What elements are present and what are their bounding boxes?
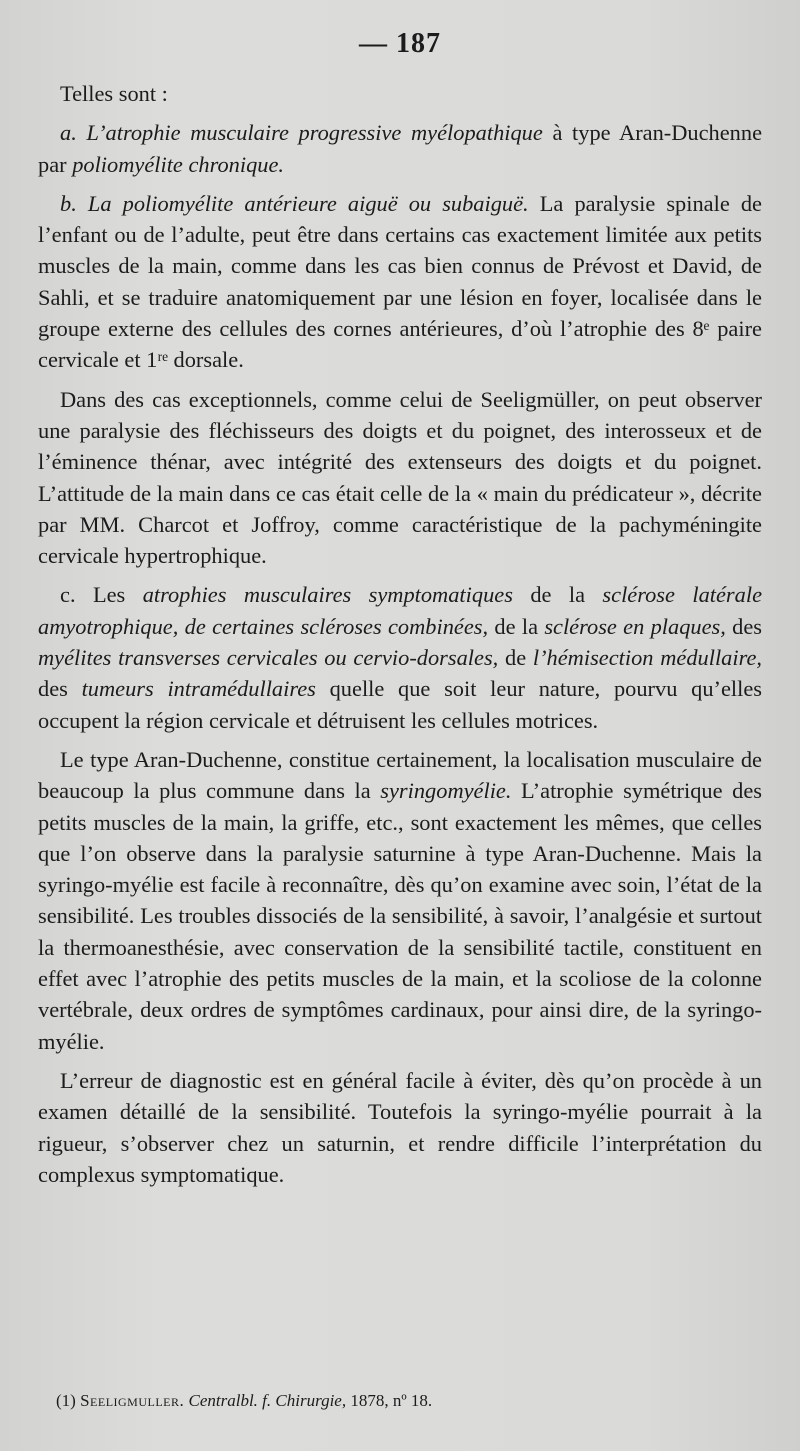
item-c-marker: c. [60, 582, 76, 608]
paragraph-type-aran-duchenne [38, 744, 762, 1057]
item-c-t7: quelle que soit leur nature, pourvu qu’elles occupent la région cervicale et détruisent les cellules motrices. [38, 676, 762, 733]
paragraph-erreur [38, 1065, 762, 1190]
footnote-author: Seeligmuller. [80, 1391, 185, 1410]
footnote-number: (1) [56, 1391, 81, 1410]
item-b-text: La paralysie spinale de l’enfant ou de l’adulte, peut être dans certains cas exactement limitée aux petits muscles de la main, comme dans les cas bien connus de Prévost et David, de Sahli, et se traduire anatomiquement par une lésion en foyer, localisée dans le groupe externe des cellules des cornes antérieures, d’où l’atrophie des 8ᵉ paire cervicale et 1ʳᵉ dorsale. [38, 190, 762, 373]
footnote [56, 1390, 766, 1412]
type-text-2: L’atrophie symétrique des petits muscles de la main, la griffe, etc., sont exactement les mêmes, que celles que l’on observe dans la paralysie saturnine à type Aran-Duchenne. Mais la syringo-myélie est facile à reconnaître, dès qu’on examine avec soin, l’état de la sensibilité. Les troubles dissociés de la sensibilité, à savoir, l’analgésie et surtout la thermoanesthésie, avec conservation de la sensibilité tactile, constituent en effet avec l’atrophie des petits muscles de la main, et la scoliose de la colonne vertébrale, deux ordres de symptômes cardinaux, pour ainsi dire, de la syringo-myélie. [38, 778, 762, 1054]
paragraph-lead [38, 78, 762, 109]
item-a-text: à type Aran-Duchenne par [38, 120, 763, 177]
item-c-i3: sclérose en plaques, [544, 613, 726, 639]
type-italic: syringomyélie. [380, 778, 512, 804]
item-b-marker: b. [60, 190, 77, 216]
type-text-1: Le type Aran-Duchenne, constitue certainement, la localisation musculaire de beaucoup la plus commune dans la [38, 746, 762, 804]
item-a-marker: a. [60, 120, 77, 146]
lead-text: Telles sont : [60, 81, 168, 106]
item-c-t4: des [725, 613, 762, 639]
item-a-title: L’atrophie musculaire progressive myélopathique [86, 120, 543, 146]
item-c-t5: de [498, 645, 533, 671]
page-body [38, 78, 762, 1198]
paragraph-exceptions [38, 384, 762, 572]
item-c-t2: de la [512, 582, 603, 608]
paragraph-item-a [38, 117, 762, 180]
item-c-t3: de la [488, 613, 545, 639]
item-c-i6: tumeurs intramédullaires [81, 676, 316, 702]
footnote-rest: 1878, nº 18. [346, 1391, 433, 1410]
exceptions-text: Dans des cas exceptionnels, comme celui de Seeligmüller, on peut observer une paralysie des fléchisseurs des doigts et du poignet, des interosseux et de l’éminence thénar, avec intégrité des extenseurs des doigts et du poignet. L’attitude de la main dans ce cas était celle de la « main du prédicateur », décrite par MM. Charcot et Joffroy, comme caractéristique de la pachyméningite cervicale hypertrophique. [38, 386, 762, 569]
paragraph-item-c [38, 579, 762, 735]
item-a-italic: poliomyélite chronique. [72, 151, 285, 177]
item-c-i4: myélites transverses cervicales ou cervio-dorsales, [38, 645, 499, 671]
footnote-journal: Centralbl. f. Chirurgie, [184, 1391, 347, 1410]
item-b-title: La poliomyélite antérieure aiguë ou subaiguë. [87, 190, 529, 216]
item-c-i1: atrophies musculaires symptomatiques [142, 582, 513, 608]
item-c-i2: sclérose latérale amyotrophique, de certaines scléroses combinées, [38, 582, 763, 639]
item-c-t1: Les [75, 582, 143, 608]
item-c-t6: des [38, 676, 82, 702]
paragraph-item-b [38, 188, 762, 376]
erreur-text: L’erreur de diagnostic est en général facile à éviter, dès qu’on procède à un examen détaillé de la sensibilité. Toutefois la syringo-myélie pourrait à la rigueur, s’observer chez un saturnin, et rendre difficile l’interprétation du complexus symptomatique. [38, 1067, 762, 1187]
item-c-i5: l’hémisection médullaire, [532, 645, 762, 671]
page-number: — 187 [359, 28, 441, 59]
